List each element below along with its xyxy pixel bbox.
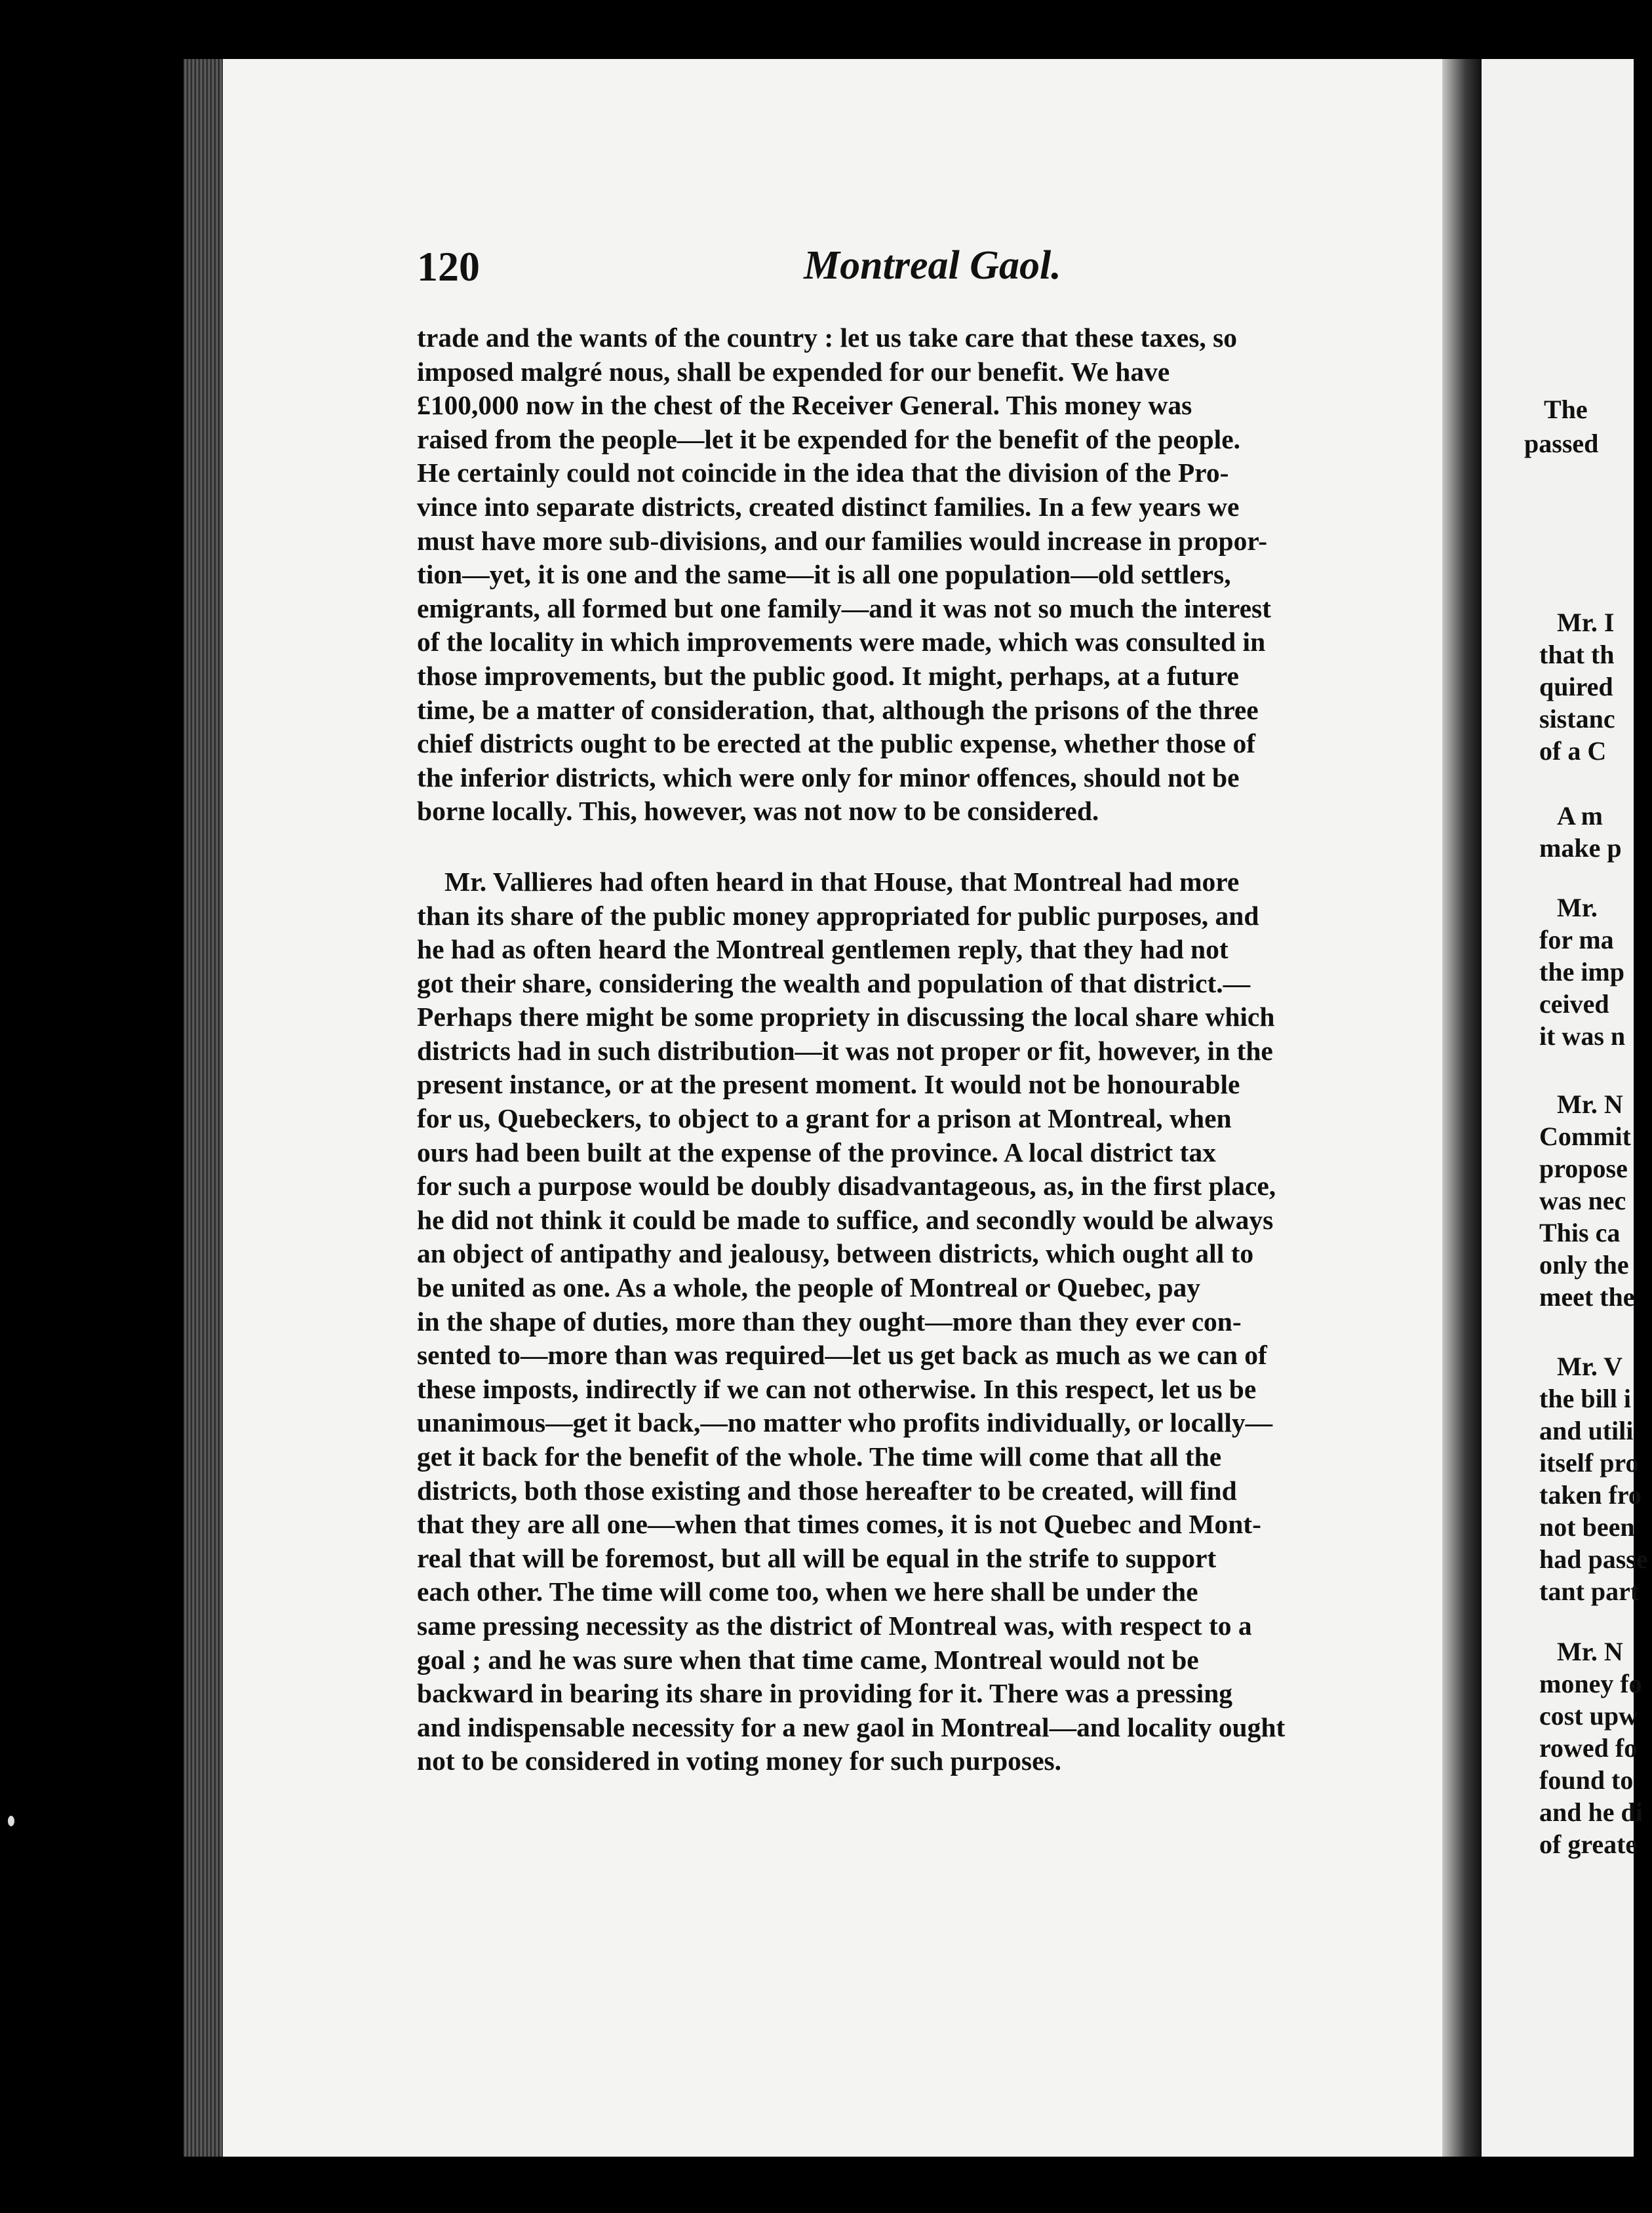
facing-line: propose <box>1539 1154 1628 1183</box>
page-title: Montreal Gaol. <box>804 243 1061 288</box>
text-line: must have more sub-divisions, and our families would increase in propor- <box>417 525 1268 556</box>
text-line: trade and the wants of the country : let us take care that these taxes, so <box>417 323 1237 353</box>
facing-line: rowed fo <box>1539 1733 1638 1763</box>
facing-line: of greate <box>1539 1830 1638 1859</box>
book-gutter <box>1442 59 1482 2157</box>
facing-line: This ca <box>1539 1218 1621 1247</box>
text-line: districts, both those existing and those hereafter to be created, will find <box>417 1475 1237 1506</box>
running-head <box>417 243 1400 295</box>
facing-line: cost upw <box>1539 1701 1638 1731</box>
facing-line: of a C <box>1539 736 1607 766</box>
text-line: districts had in such distribution—it was not proper or fit, however, in the <box>417 1035 1273 1066</box>
facing-line: Commit <box>1539 1122 1631 1151</box>
text-line: that they are all one—when that times comes, it is not Quebec and Mont- <box>417 1509 1261 1540</box>
facing-line: Mr. I <box>1557 608 1615 637</box>
text-line: chief districts ought to be erected at the public expense, whether those of <box>417 728 1256 759</box>
text-line: unanimous—get it back,—no matter who profits individually, or locally— <box>417 1407 1273 1438</box>
text-line: present instance, or at the present moment. It would not be honourable <box>417 1069 1240 1100</box>
facing-line: that th <box>1539 640 1615 669</box>
facing-line: A m <box>1557 801 1603 831</box>
facing-line: Mr. <box>1557 893 1598 922</box>
text-line: for us, Quebeckers, to object to a grant for a prison at Montreal, when <box>417 1103 1232 1134</box>
facing-block <box>1539 606 1615 767</box>
text-line: Mr. Vallieres had often heard in that House, that Montreal had more <box>444 866 1240 897</box>
facing-line: money fo <box>1539 1669 1642 1698</box>
text-line: than its share of the public money appropriated for public purposes, and <box>417 900 1259 931</box>
facing-line: Mr. V <box>1557 1352 1622 1381</box>
facing-line: make p <box>1539 833 1622 863</box>
facing-line: and utili <box>1539 1416 1634 1445</box>
facing-line: only the <box>1539 1250 1629 1280</box>
facing-block <box>1539 1350 1648 1607</box>
facing-line: found to <box>1539 1765 1634 1795</box>
facing-line: sistanc <box>1539 704 1615 734</box>
facing-block <box>1539 1088 1635 1313</box>
facing-line: the imp <box>1539 957 1624 987</box>
text-line: each other. The time will come too, when we here shall be under the <box>417 1577 1198 1607</box>
text-line: those improvements, but the public good. It might, perhaps, at a future <box>417 660 1239 691</box>
facing-line: meet the <box>1539 1282 1635 1312</box>
text-line: the inferior districts, which were only for minor offences, should not be <box>417 762 1240 793</box>
facing-line: and he di <box>1539 1797 1643 1827</box>
text-line: He certainly could not coincide in the idea that the division of the Pro- <box>417 458 1229 488</box>
body-text <box>417 321 1361 1778</box>
text-line: an object of antipathy and jealousy, between districts, which ought all to <box>417 1238 1254 1269</box>
text-line: tion—yet, it is one and the same—it is all one population—old settlers, <box>417 559 1231 590</box>
facing-block <box>1539 1635 1643 1860</box>
text-line: got their share, considering the wealth and population of that district.— <box>417 968 1251 998</box>
text-line: time, be a matter of consideration, that, although the prisons of the three <box>417 694 1259 725</box>
facing-line: Mr. N <box>1557 1089 1623 1119</box>
text-line: vince into separate districts, created distinct families. In a few years we <box>417 491 1240 522</box>
text-line: backward in bearing its share in providing for it. There was a pressing <box>417 1678 1233 1709</box>
page-number: 120 <box>417 243 480 290</box>
facing-line: taken fro <box>1539 1480 1642 1510</box>
facing-line: not been <box>1539 1512 1635 1542</box>
text-line: he did not think it could be made to suffice, and secondly would be always <box>417 1204 1274 1235</box>
text-line: ours had been built at the expense of the province. A local district tax <box>417 1137 1216 1167</box>
text-line: real that will be foremost, but all will be equal in the strife to support <box>417 1542 1217 1573</box>
text-line: not to be considered in voting money for such purposes. <box>417 1746 1062 1776</box>
text-line: raised from the people—let it be expended for the benefit of the people. <box>417 423 1240 454</box>
facing-line: it was n <box>1539 1021 1626 1051</box>
facing-block <box>1544 393 1588 425</box>
paragraph <box>417 865 1361 1778</box>
text-line: imposed malgré nous, shall be expended for our benefit. We have <box>417 356 1170 387</box>
facing-line: Mr. N <box>1557 1637 1623 1666</box>
text-line: Perhaps there might be some propriety in discussing the local share which <box>417 1002 1275 1032</box>
paragraph <box>417 321 1361 829</box>
facing-line: itself pro <box>1539 1448 1639 1478</box>
text-line: borne locally. This, however, was not now to be considered. <box>417 796 1099 827</box>
facing-line: The <box>1544 395 1588 424</box>
facing-line: tant part <box>1539 1577 1640 1606</box>
text-line: sented to—more than was required—let us get back as much as we can of <box>417 1340 1267 1371</box>
facing-line: the bill i <box>1539 1384 1632 1413</box>
facing-line: was nec <box>1539 1186 1626 1215</box>
text-line: of the locality in which improvements were made, which was consulted in <box>417 627 1266 657</box>
facing-line: quired <box>1539 672 1613 701</box>
text-line: be united as one. As a whole, the people of Montreal or Quebec, pay <box>417 1272 1201 1303</box>
facing-line: ceived <box>1539 989 1609 1019</box>
text-line: in the shape of duties, more than they ought—more than they ever con- <box>417 1306 1242 1337</box>
facing-line: passed <box>1524 429 1599 458</box>
facing-block <box>1524 427 1598 460</box>
text-line: for such a purpose would be doubly disadvantageous, as, in the first place, <box>417 1171 1276 1202</box>
facing-block <box>1539 891 1626 1052</box>
text-line: get it back for the benefit of the whole. The time will come that all the <box>417 1441 1222 1472</box>
facing-block <box>1539 800 1622 864</box>
text-line: goal ; and he was sure when that time came, Montreal would not be <box>417 1644 1199 1675</box>
facing-line: for ma <box>1539 925 1614 954</box>
facing-line: had passe <box>1539 1544 1648 1574</box>
scan-speck <box>8 1816 14 1826</box>
text-line: he had as often heard the Montreal gentlemen reply, that they had not <box>417 934 1229 965</box>
text-line: same pressing necessity as the district of Montreal was, with respect to a <box>417 1610 1252 1641</box>
text-line: and indispensable necessity for a new gaol in Montreal—and locality ought <box>417 1712 1286 1742</box>
text-line: £100,000 now in the chest of the Receiver General. This money was <box>417 390 1192 421</box>
right-page <box>1482 59 1648 2157</box>
text-line: these imposts, indirectly if we can not otherwise. In this respect, let us be <box>417 1373 1257 1404</box>
text-line: emigrants, all formed but one family—and it was not so much the interest <box>417 593 1271 623</box>
